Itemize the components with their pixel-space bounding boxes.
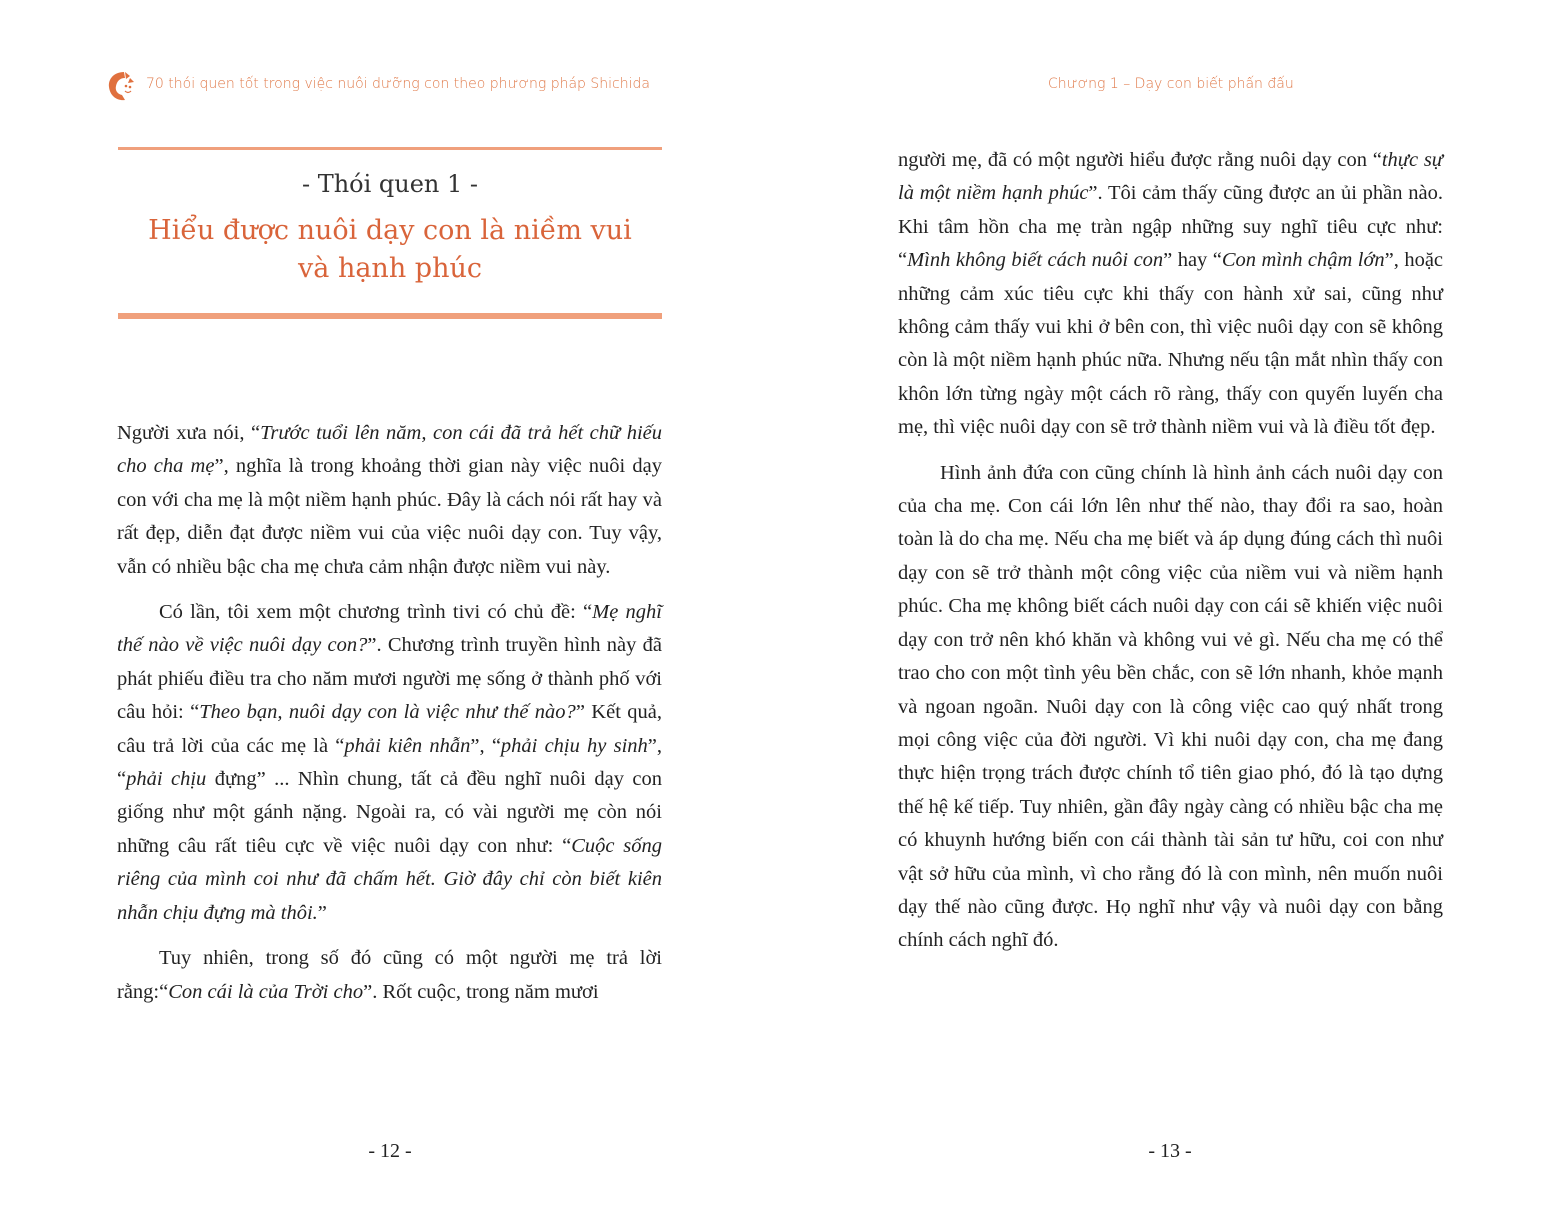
title-rule-top [118,147,662,150]
italic-quote: phải chịu [126,768,207,791]
text-run: người mẹ, đã có một người hiểu được rằng nuôi dạy con “ [898,149,1382,171]
text-run: ”, “ [470,734,501,757]
paragraph [117,942,662,1009]
italic-quote: Con cái là của Trời cho [168,980,364,1003]
body-text [898,144,1443,970]
paragraph [117,417,662,584]
text-run: ” [317,901,327,924]
italic-quote: thực sự là một niềm hạnh phúc [898,149,1443,205]
text-run: ”, “ [117,734,663,791]
italic-quote: phải chịu hy sinh [500,734,648,757]
running-header-chapter: Chương 1 – Dạy con biết phấn đấu [1048,76,1294,92]
italic-quote: Cuộc sống riêng của mình coi như đã chấm hết. Giờ đây chỉ còn biết kiên nhẫn chịu đựng mà thôi. [117,834,663,924]
text-run: Tuy nhiên, trong số đó cũng có một người mẹ trả lời rằng:“ [117,947,662,1003]
text-run: ”. Rốt cuộc, trong năm mươi [363,980,599,1003]
text-run: đựng” ... Nhìn chung, tất cả đều nghĩ nuôi dạy con giống như một gánh nặng. Ngoài ra, có vài người mẹ còn nói những câu rất tiêu cực về việc nuôi dạy con như: “ [117,768,663,857]
text-run: Hình ảnh đứa con cũng chính là hình ảnh cách nuôi dạy con của cha mẹ. Con cái lớn lên như thế nào, thay đổi ra sao, hoàn toàn là do cha mẹ. Nếu cha mẹ biết và áp dụng đúng cách thì nuôi dạy con sẽ trở thành một công việc của niềm vui và niềm hạnh phúc. Cha mẹ không biết cách nuôi dạy con cái sẽ khiến việc nuôi dạy con trở nên khó khăn và không vui vẻ gì. Nếu cha mẹ có thể trao cho con một tình yêu bền chắc, con sẽ lớn nhanh, khỏe mạnh và ngoan ngoãn. Nuôi dạy con là công việc cao quý nhất trong mọi công việc của đời người. Vì khi nuôi dạy con, cha mẹ đang thực hiện trọng trách được chính tổ tiên giao phó, đó là tạo dựng thế hệ kế tiếp. Tuy nhiên, gần đây ngày càng có nhiều bậc cha mẹ có khuynh hướng biến con cái thành tài sản tư hữu, coi con như vật sở hữu của mình, vì cho rằng đó là con mình, nên muốn nuôi dạy thế nào cũng được. Họ nghĩ như vậy và nuôi dạy con bằng chính cách nghĩ đó. [898,461,1443,952]
text-run: ” hay “ [1163,249,1222,272]
italic-quote: phải kiên nhẫn [344,734,471,757]
book-logo-icon [106,70,136,102]
text-run: ”. Tôi cảm thấy cũng được an ủi phần nào. Khi tâm hồn cha mẹ tràn ngập những suy nghĩ tiêu cực như: “ [898,182,1443,272]
italic-quote: Theo bạn, nuôi dạy con là việc như thế nào? [199,701,576,724]
habit-number: - Thói quen 1 - [301,170,479,198]
running-header-book-title: 70 thói quen tốt trong việc nuôi dưỡng con theo phương pháp Shichida [146,76,650,92]
italic-quote: Mình không biết cách nuôi con [907,249,1164,272]
habit-title [118,212,662,288]
text-run: ”, nghĩa là trong khoảng thời gian này việc nuôi dạy con với cha mẹ là một niềm hạnh phúc. Đây là cách nói rất hay và rất đẹp, diễn đạt được niềm vui của việc nuôi dạy con. Tuy vậy, vẫn có nhiều bậc cha mẹ chưa cảm nhận được niềm vui này. [117,455,662,578]
body-text [117,417,662,1021]
text-run: ”, hoặc những cảm xúc tiêu cực khi thấy con hành xử sai, cũng như không cảm thấy vui khi ở bên con, thì việc nuôi dạy con sẽ không còn là một niềm hạnh phúc nữa. Nhưng nếu tận mắt nhìn thấy con khôn lớn từng ngày một cách rõ ràng, thấy con quyến luyến cha mẹ, thì việc nuôi dạy con sẽ trở thành niềm vui và là điều tốt đẹp. [898,249,1444,439]
page-number: - 13 - [1148,1140,1192,1162]
paragraph [117,596,662,930]
habit-title-line: Hiểu được nuôi dạy con là niềm vui [148,215,632,246]
text-run: ” Kết quả, câu trả lời của các mẹ là “ [117,701,662,757]
text-run: Người xưa nói, “ [117,422,261,444]
paragraph [898,144,1443,445]
right-page [780,0,1560,1229]
text-run: ”. Chương trình truyền hình này đã phát phiếu điều tra cho năm mươi người mẹ sống ở thành phố với câu hỏi: “ [117,634,662,724]
paragraph [898,457,1443,958]
italic-quote: Trước tuổi lên năm, con cái đã trả hết chữ hiếu cho cha mẹ [117,422,662,478]
italic-quote: Mẹ nghĩ thế nào về việc nuôi dạy con? [117,601,663,657]
italic-quote: Con mình chậm lớn [1221,249,1385,272]
page-number: - 12 - [368,1140,412,1162]
habit-title-line: và hạnh phúc [298,253,482,284]
text-run: Có lần, tôi xem một chương trình tivi có chủ đề: “ [159,601,593,624]
title-rule-bottom [118,313,662,319]
